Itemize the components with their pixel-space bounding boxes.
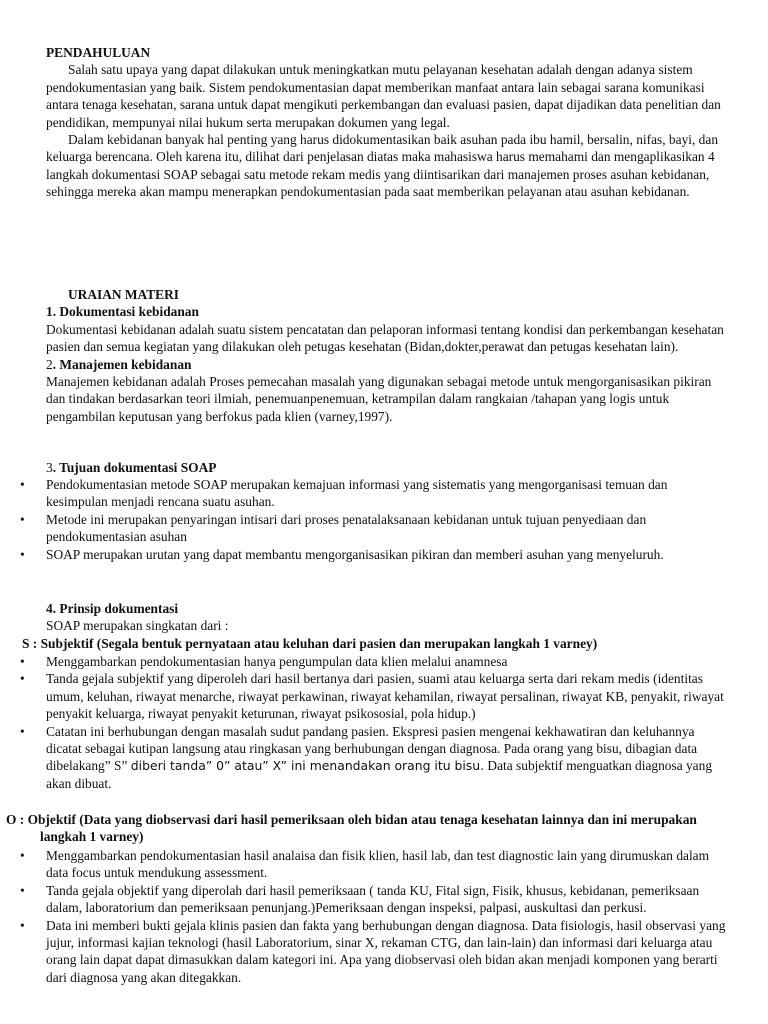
heading-uraian-materi: URAIAN MATERI	[68, 287, 179, 302]
bullet-icon: •	[20, 511, 25, 527]
bullet-icon: •	[20, 723, 25, 739]
list-item: • Catatan ini berhubungan dengan masalah sudut pandang pasien. Ekspresi pasien mengenai kekhawatiran dan keluhannya dicatat sebagai kutipan langsung atau ringkasan yang berhubungan dengan diagnosa. Pada orang yang bisu, dibagian data dibelakang” S” diberi tanda” 0” atau” X” ini menandakan orang itu bisu. Data subjektif menguatkan diagnosa yang akan dibuat.	[20, 723, 713, 791]
list-subjektif	[20, 653, 728, 792]
list-item: • Data ini memberi bukti gejala klinis pasien dan fakta yang berhubungan dengan diagnosa. Data fisiologis, hasil observasi yang jujur, informasi kajian teknologi (hasil Laboratorium, sinar X, rekaman CTG, dan lain-lain) dan informasi dari keluarga atau orang lain dapat dapat dimasukkan dalam kategori ini. Apa yang diobservasi oleh bidan akan menjadi komponen yang berarti dari diagnosa yang akan ditegakkan.	[20, 917, 726, 985]
bullet-icon: •	[20, 882, 25, 898]
list-objektif	[20, 847, 728, 986]
paragraph-dokumentasi-kebidanan: Dokumentasi kebidanan adalah suatu sistem pencatatan dan pelaporan informasi tentang kondisi dan perkembangan kesehatan pasien dan semua kegiatan yang dilakukan oleh petugas kesehatan (Bidan,dokter,perawat dan petugas kesehatan lain).	[46, 321, 724, 355]
heading-number: 3	[46, 460, 53, 475]
paragraph-manajemen-kebidanan: Manajemen kebidanan adalah Proses pemecahan masalah yang digunakan sebagai metode untuk mengorganisasikan pikiran dan tindakan berdasarkan teori ilmiah, penemuanpenemuan, ketrampilan dalam rangkaian /tahapan yang logis untuk pengambilan keputusan yang berfokus pada klien (varney,1997).	[46, 374, 712, 424]
list-tujuan-soap	[20, 476, 728, 563]
list-item: • Menggambarkan pendokumentasian hasil analaisa dan fisik klien, hasil lab, dan test diagnostic lain yang dirumuskan dalam data focus untuk mendukung assessment.	[20, 848, 710, 881]
heading-number: 2	[46, 356, 53, 372]
paragraph-pendahuluan-2: Dalam kebidanan banyak hal penting yang harus didokumentasikan baik asuhan pada ibu hamil, bersalin, nifas, bayi, dan keluarga berencana. Oleh karena itu, dilihat dari penjelasan diatas maka mahasiswa harus memahami dan mengaplikasikan 4 langkah dokumentasi SOAP sebagai satu metode rekam medis yang diintisarikan dari manajemen proses asuhan kebidanan, sehingga mereka akan mampu menerapkan pendokumentasian pada saat memberikan pelayanan atau asuhan kebidanan.	[46, 132, 719, 200]
section-pendahuluan	[46, 44, 728, 201]
heading-text: . Manajemen kebidanan	[52, 356, 192, 372]
heading-dokumentasi-kebidanan: 1. Dokumentasi kebidanan	[46, 304, 199, 320]
heading-text: . Tujuan dokumentasi SOAP	[52, 460, 217, 475]
heading-pendahuluan: PENDAHULUAN	[46, 45, 151, 60]
list-item: • Tanda gejala objektif yang diperolah dari hasil pemeriksaan ( tanda KU, Fital sign, Fisik, khusus, kebidanan, pemeriksaan dalam, laboratorium dan pemeriksaan penunjang.)Pemeriksaan dengan inspeksi, palpasi, auskultasi dan perkusi.	[20, 882, 700, 916]
heading-manajemen-kebidanan	[46, 356, 728, 373]
heading-objektif: O : Objektif (Data yang diobservasi dari hasil pemeriksaan oleh bidan atau tenaga kesehatan lainnya dan ini merupakan langkah 1 varney)	[6, 812, 697, 845]
list-item: • Metode ini merupakan penyaringan intisari dari proses penatalaksanaan kebidanan untuk tujuan penyediaan dan pendokumentasian asuhan	[20, 511, 647, 545]
heading-prinsip-dokumentasi: 4. Prinsip dokumentasi	[46, 601, 179, 616]
heading-subjektif: S : Subjektif (Segala bentuk pernyataan atau keluhan dari pasien dan merupakan langkah 1 varney)	[22, 636, 598, 651]
list-item: • Pendokumentasian metode SOAP merupakan kemajuan informasi yang sistematis yang mengorganisasi temuan dan kesimpulan menjadi rencana suatu asuhan.	[20, 477, 668, 510]
list-item: • Menggambarkan pendokumentasian hanya pengumpulan data klien melalui anamnesa	[20, 654, 508, 669]
section-prinsip-dokumentasi	[46, 600, 728, 635]
heading-tujuan-soap	[46, 459, 728, 476]
bullet-icon: •	[20, 477, 25, 492]
bullet-icon: •	[20, 671, 25, 687]
paragraph-soap-intro: SOAP merupakan singkatan dari :	[46, 618, 229, 634]
paragraph-pendahuluan-1: Salah satu upaya yang dapat dilakukan untuk meningkatkan mutu pelayanan kesehatan adalah dengan adanya sistem pendokumentasian yang baik. Sistem pendokumentasian dapat memberikan manfaat antara lain sebagai sarana komunikasi antara tenaga kesehatan, sarana untuk dapat mengikuti perkembangan dan evaluasi pasien, dapat dijadikan data penelitian dan pendidikan, mempunyai nilai hukum serta merupakan dokumen yang legal.	[46, 62, 721, 130]
list-item: • SOAP merupakan urutan yang dapat membantu mengorganisasikan pikiran dan memberi asuhan yang menyeluruh.	[20, 546, 664, 562]
bullet-icon: •	[20, 546, 25, 562]
section-tujuan-soap	[46, 459, 728, 476]
section-subjektif	[22, 635, 728, 652]
section-objektif	[6, 811, 728, 846]
bullet-icon: •	[20, 654, 25, 669]
bullet-icon: •	[20, 848, 25, 863]
list-item: • Tanda gejala subjektif yang diperoleh dari hasil bertanya dari pasien, suami atau keluarga serta dari rekam medis (identitas umum, keluhan, riwayat menarche, riwayat perkawinan, riwayat kehamilan, riwayat persalinan, riwayat KB, penyakit, riwayat penyakit keluarga, riwayat penyakit keturunan, riwayat psikososial, pola hidup.)	[20, 671, 724, 722]
section-uraian-materi	[46, 286, 728, 425]
bullet-icon: •	[20, 917, 25, 933]
